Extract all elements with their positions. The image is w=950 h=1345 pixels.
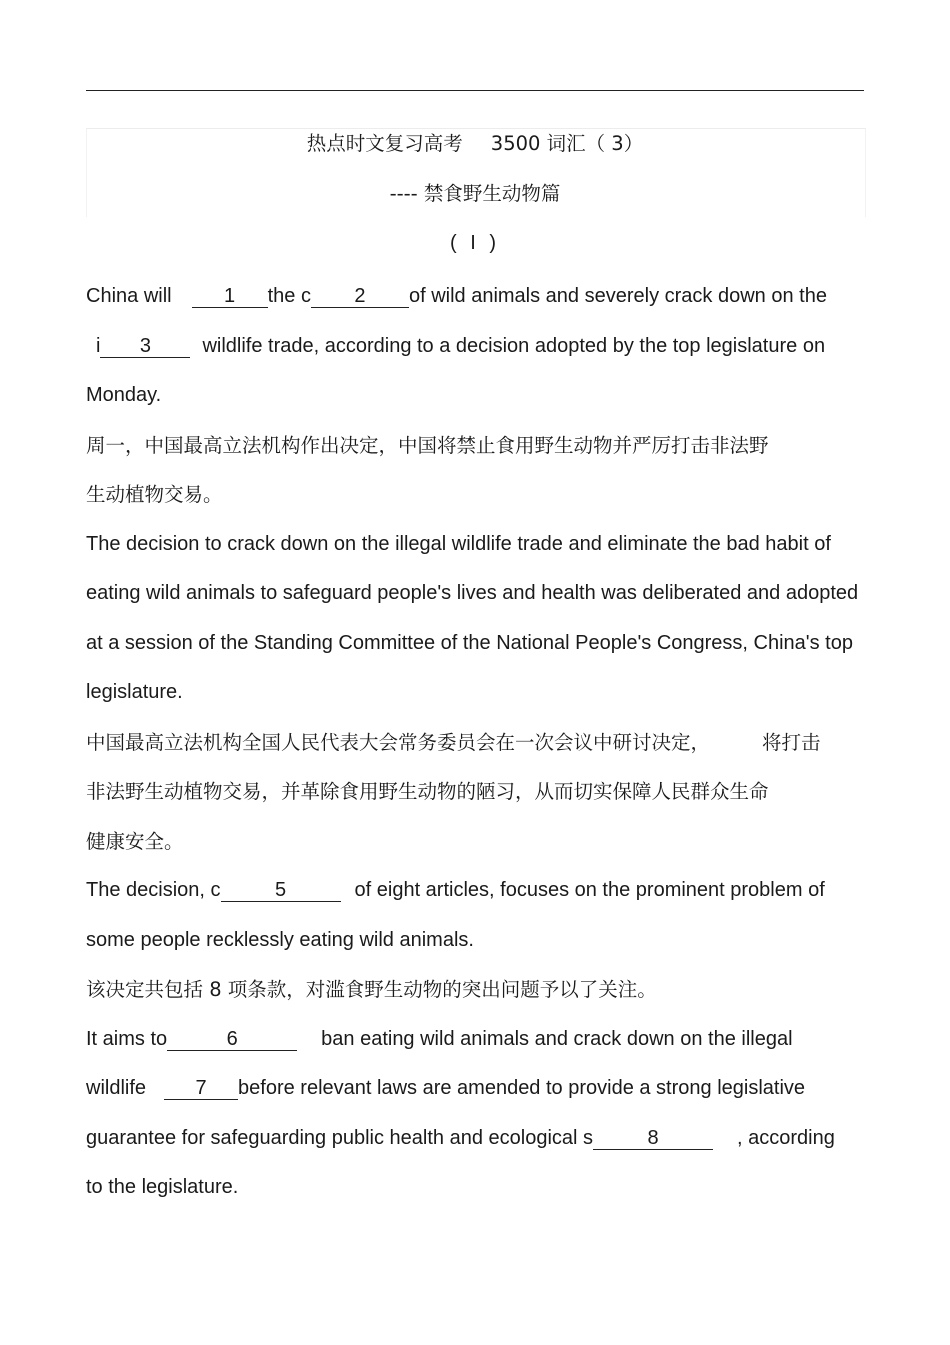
- p3-line2: some people recklessly eating wild animals.: [86, 928, 474, 951]
- p2-line3: at a session of the Standing Committee of the National People's Congress, China's top: [86, 631, 853, 654]
- blank-3[interactable]: 3: [100, 335, 190, 358]
- blank-7[interactable]: 7: [164, 1077, 238, 1100]
- blank-5[interactable]: 5: [221, 879, 341, 902]
- zh1-line1: 周一，中国最高立法机构作出决定，中国将禁止食用野生动物并严厉打击非法野: [86, 433, 769, 457]
- p2-line4: legislature.: [86, 681, 183, 703]
- p2-line1: The decision to crack down on the illegal wildlife trade and eliminate the bad habit of: [86, 532, 831, 555]
- article-body: [86, 272, 896, 1213]
- p1-line3: Monday.: [86, 384, 162, 406]
- page-subtitle: ---- 禁食野生动物篇: [389, 182, 561, 205]
- p4-line3: guarantee for safeguarding public health and ecological s 8 , according: [86, 1126, 835, 1149]
- zh2-line3: 健康安全。: [86, 829, 184, 853]
- zh3-line1: 该决定共包括 8 项条款，对滥食野生动物的突出问题予以了关注。: [86, 978, 657, 1001]
- blank-6[interactable]: 6: [167, 1028, 297, 1051]
- blank-2[interactable]: 2: [311, 285, 409, 308]
- title-number: 3500 词汇（ 3）: [490, 132, 644, 155]
- title-text: 热点时文复习高考: [306, 132, 463, 155]
- p3-line1: The decision, c 5 of eight articles, focuses on the prominent problem of: [86, 879, 825, 901]
- p4-line2: wildlife 7 before relevant laws are amended to provide a strong legislative: [86, 1077, 806, 1099]
- blank-1[interactable]: 1: [192, 285, 268, 308]
- p2-line2: eating wild animals to safeguard people's lives and health was deliberated and adopted: [86, 582, 859, 604]
- p1-line2: i 3 wildlife trade, according to a decision adopted by the top legislature on: [96, 334, 826, 357]
- p1-line1: China will 1 the c 2 of wild animals and severely crack down on the: [86, 285, 827, 307]
- page-title: [86, 128, 864, 156]
- zh2-line1: 中国最高立法机构全国人民代表大会常务委员会在一次会议中研讨决定， 将打击: [86, 730, 821, 754]
- blank-8[interactable]: 8: [593, 1127, 713, 1150]
- p4-line1: It aims to 6 ban eating wild animals and crack down on the illegal: [86, 1027, 793, 1050]
- p4-line4: to the legislature.: [86, 1176, 239, 1198]
- zh1-line2: 生动植物交易。: [86, 483, 223, 506]
- header-rule: [86, 90, 864, 91]
- section-label: ( I ): [450, 232, 500, 254]
- zh2-line2: 非法野生动植物交易，并革除食用野生动物的陋习，从而切实保障人民群众生命: [86, 780, 769, 803]
